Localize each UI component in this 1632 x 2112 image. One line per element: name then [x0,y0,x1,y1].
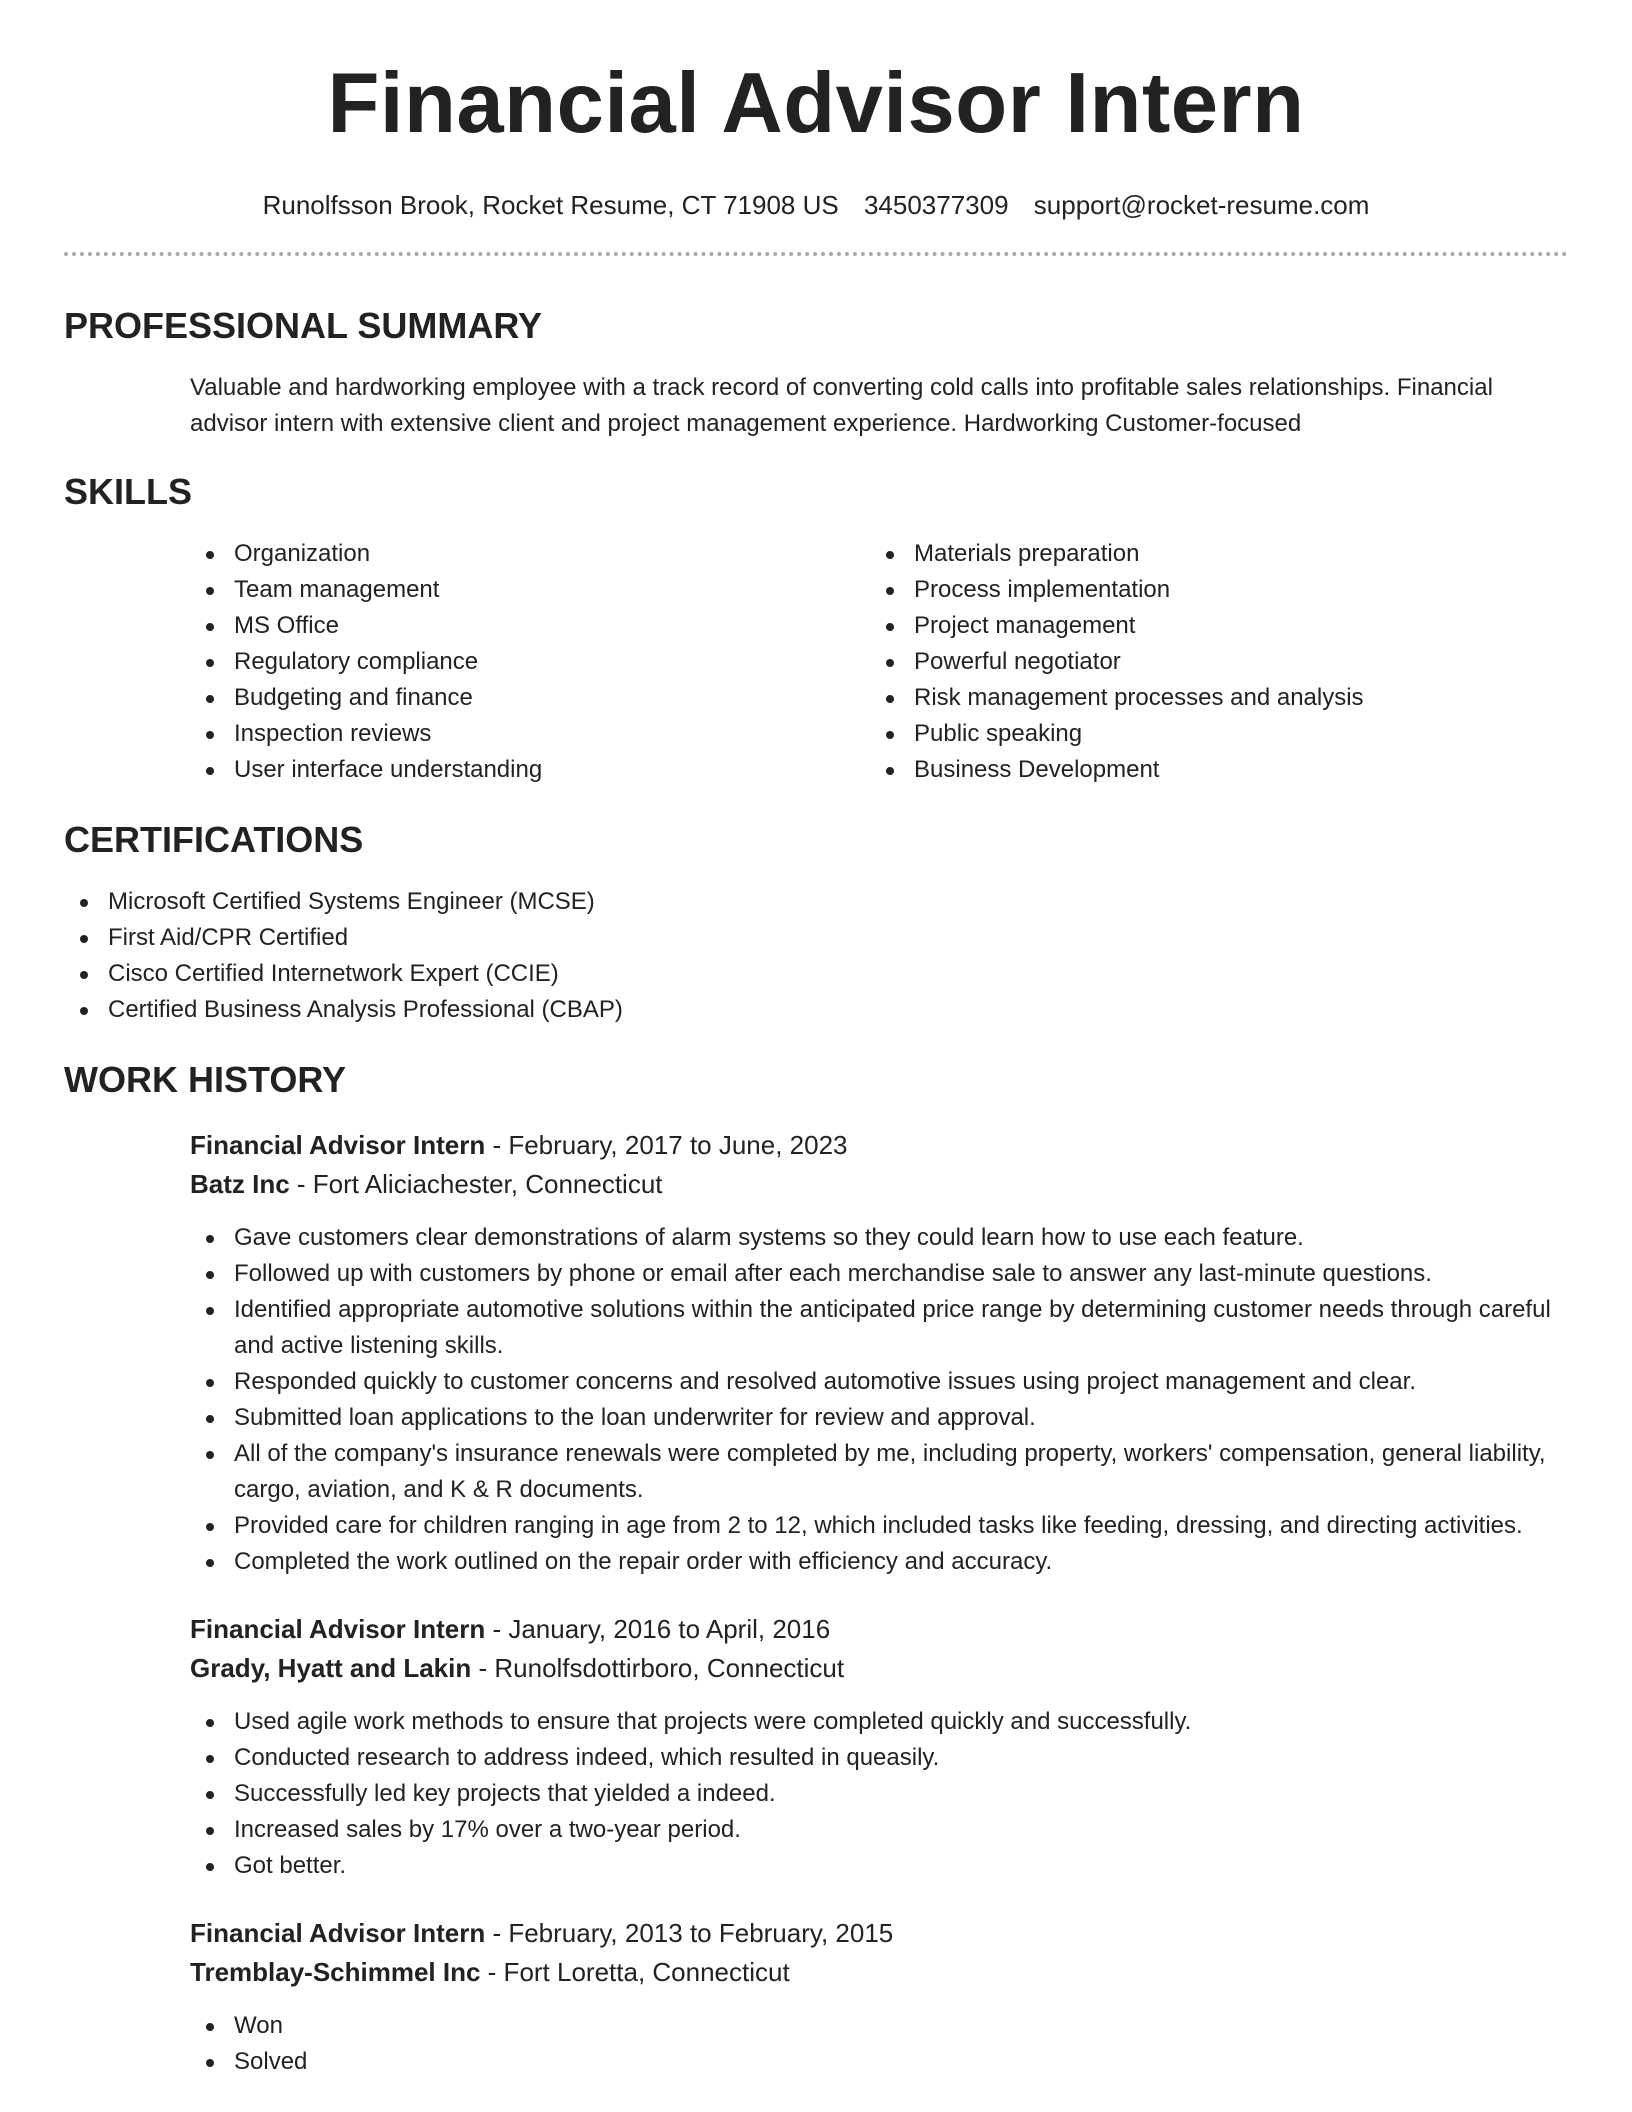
job-company: Batz Inc [190,1169,290,1199]
skill-item: Powerful negotiator [870,644,1550,680]
job-dates: - February, 2013 to February, 2015 [485,1918,894,1948]
job-role: Financial Advisor Intern [190,1130,486,1160]
job-duty-item: Conducted research to address indeed, which resulted in queasily. [190,1740,1568,1776]
certification-item: Cisco Certified Internetwork Expert (CCIE) [64,956,1568,992]
skill-item: Project management [870,608,1550,644]
job-duties-list [64,2008,1568,2080]
job-entry [190,1610,1568,1884]
job-role: Financial Advisor Intern [190,1918,486,1948]
job-duty-item: Submitted loan applications to the loan underwriter for review and approval. [190,1400,1568,1436]
professional-summary-section [64,304,1568,442]
certification-item: Certified Business Analysis Professional (CBAP) [64,992,1568,1028]
resume-page [64,0,1568,2080]
job-duties-list [64,1704,1568,1884]
job-entry [190,1126,1568,1580]
section-title-skills: SKILLS [64,471,193,512]
job-duty-item: Got better. [190,1848,1568,1884]
skill-item: User interface understanding [190,752,870,788]
contact-line [64,188,1568,222]
header-divider [64,252,1568,256]
job-location: - Runolfsdottirboro, Connecticut [471,1653,845,1683]
summary-text: Valuable and hardworking employee with a track record of converting cold calls into profitable sales relationships. Financial advisor intern with extensive client and project management experience. Hardworking Customer-focused [190,374,1493,437]
contact-email: support@rocket-resume.com [1033,190,1370,220]
section-title-certifications: CERTIFICATIONS [64,819,364,860]
job-duty-item: Provided care for children ranging in age from 2 to 12, which included tasks like feeding, dressing, and directing activities. [190,1508,1568,1544]
job-duty-item: Increased sales by 17% over a two-year period. [190,1812,1568,1848]
job-duty-item: Completed the work outlined on the repair order with efficiency and accuracy. [190,1544,1568,1580]
job-duty-item: Followed up with customers by phone or email after each merchandise sale to answer any last-minute questions. [190,1256,1568,1292]
skill-item: Risk management processes and analysis [870,680,1550,716]
work-history-section [64,1058,1568,2080]
job-company-line [190,1165,1568,1204]
contact-address: Runolfsson Brook, Rocket Resume, CT 71908 US [262,190,839,220]
job-duty-item: All of the company's insurance renewals were completed by me, including property, workers' compensation, general liability, cargo, aviation, and K & R documents. [190,1436,1568,1508]
job-dates: - January, 2016 to April, 2016 [485,1614,831,1644]
skill-item: MS Office [190,608,870,644]
job-role: Financial Advisor Intern [190,1614,486,1644]
section-title-work-history: WORK HISTORY [64,1059,347,1100]
skill-item: Organization [190,536,870,572]
section-title-summary: PROFESSIONAL SUMMARY [64,305,543,346]
skill-item: Inspection reviews [190,716,870,752]
job-location: - Fort Aliciachester, Connecticut [289,1169,663,1199]
job-entry [190,1914,1568,2080]
job-duty-item: Successfully led key projects that yielded a indeed. [190,1776,1568,1812]
skills-grid [190,536,1568,788]
skill-item: Team management [190,572,870,608]
job-dates: - February, 2017 to June, 2023 [485,1130,848,1160]
certification-item: First Aid/CPR Certified [64,920,1568,956]
job-duty-item: Identified appropriate automotive solutions within the anticipated price range by determining customer needs through careful and active listening skills. [190,1292,1568,1364]
job-company-line [190,1953,1568,1992]
skill-item: Materials preparation [870,536,1550,572]
skill-item: Budgeting and finance [190,680,870,716]
job-company: Grady, Hyatt and Lakin [190,1653,472,1683]
contact-phone: 3450377309 [863,190,1009,220]
job-company-line [190,1649,1568,1688]
skills-list-right [870,536,1550,788]
job-duty-item: Won [190,2008,1568,2044]
job-location: - Fort Loretta, Connecticut [480,1957,790,1987]
job-title-line [190,1610,1568,1649]
job-title-line [190,1126,1568,1165]
skills-section [64,470,1568,788]
job-duty-item: Gave customers clear demonstrations of alarm systems so they could learn how to use each feature. [190,1220,1568,1256]
skill-item: Business Development [870,752,1550,788]
certifications-list [64,884,1568,1028]
job-company: Tremblay-Schimmel Inc [190,1957,481,1987]
skill-item: Regulatory compliance [190,644,870,680]
job-duty-item: Solved [190,2044,1568,2080]
job-title-line [190,1914,1568,1953]
job-duty-item: Used agile work methods to ensure that projects were completed quickly and successfully. [190,1704,1568,1740]
skill-item: Public speaking [870,716,1550,752]
candidate-name: Financial Advisor Intern [327,56,1305,151]
skill-item: Process implementation [870,572,1550,608]
skills-list-left [190,536,870,788]
job-duties-list [64,1220,1568,1580]
job-duty-item: Responded quickly to customer concerns and resolved automotive issues using project management and clear. [190,1364,1568,1400]
certifications-section [64,818,1568,1028]
certification-item: Microsoft Certified Systems Engineer (MCSE) [64,884,1568,920]
